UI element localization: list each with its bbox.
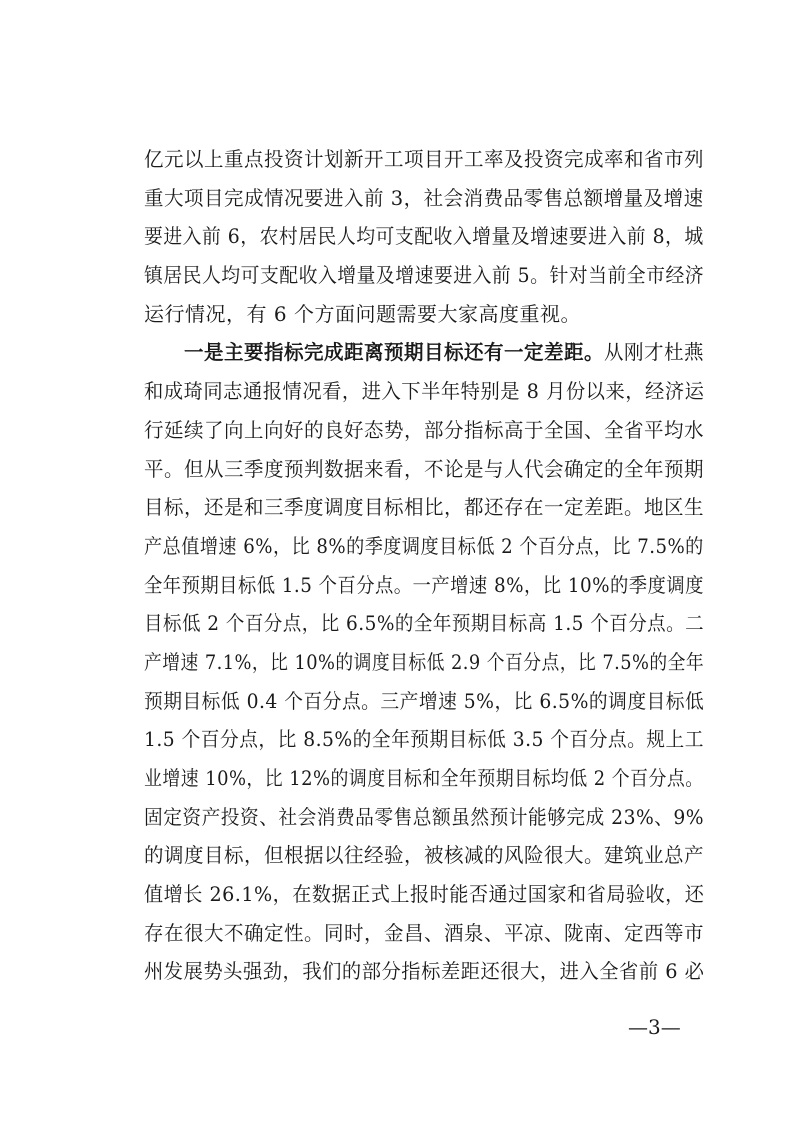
text-line bbox=[144, 952, 705, 991]
text-line bbox=[144, 604, 705, 643]
line-text: 目标低 2 个百分点，比 6.5%的全年预期目标高 1.5 个百分点。二 bbox=[144, 611, 705, 636]
line-text: 产总值增速 6%，比 8%的季度调度目标低 2 个百分点，比 7.5%的 bbox=[144, 533, 704, 558]
line-text: 业增速 10%，比 12%的调度目标和全年预期目标均低 2 个百分点。 bbox=[144, 766, 704, 790]
text-line bbox=[144, 140, 704, 179]
text-line bbox=[144, 411, 704, 450]
line-text: 行延续了向上向好的良好态势，部分指标高于全国、全省平均水 bbox=[144, 417, 704, 442]
line-text: 存在很大不确定性。同时，金昌、酒泉、平凉、陇南、定西等市 bbox=[144, 920, 704, 945]
line-text: 重大项目完成情况要进入前 3，社会消费品零售总额增量及增速 bbox=[144, 185, 704, 210]
text-line bbox=[144, 372, 705, 411]
text-line bbox=[144, 875, 705, 914]
text-line bbox=[144, 566, 704, 605]
line-text: 镇居民人均可支配收入增量及增速要进入前 5。针对当前全市经济 bbox=[144, 263, 705, 288]
line-text: 运行情况，有 6 个方面问题需要大家高度重视。 bbox=[144, 301, 581, 326]
line-text: 平。但从三季度预判数据来看，不论是与人代会确定的全年预期 bbox=[144, 456, 704, 481]
line-text: 1.5 个百分点，比 8.5%的全年预期目标低 3.5 个百分点。规上工 bbox=[144, 727, 704, 752]
line-text: 值增长 26.1%，在数据正式上报时能否通过国家和省局验收，还 bbox=[144, 882, 705, 907]
text-line bbox=[144, 720, 704, 759]
text-line bbox=[144, 798, 705, 837]
paragraph-heading: 一是主要指标完成距离预期目标还有一定差距。 bbox=[183, 340, 604, 365]
text-line bbox=[144, 836, 704, 875]
line-text: 的调度目标，但根据以往经验，被核减的风险很大。建筑业总产 bbox=[144, 843, 704, 868]
body-text bbox=[144, 140, 704, 991]
line-text: 从刚才杜燕 bbox=[603, 340, 704, 365]
line-text: 全年预期目标低 1.5 个百分点。一产增速 8%，比 10%的季度调度 bbox=[144, 572, 704, 597]
text-line bbox=[144, 488, 704, 527]
line-text: 固定资产投资、社会消费品零售总额虽然预计能够完成 23%、9% bbox=[144, 804, 705, 829]
text-line bbox=[144, 333, 704, 372]
text-line bbox=[144, 527, 704, 566]
line-text: 产增速 7.1%，比 10%的调度目标低 2.9 个百分点，比 7.5%的全年 bbox=[144, 649, 705, 674]
page-number: —3— bbox=[628, 1015, 681, 1039]
text-line bbox=[144, 256, 705, 295]
text-line bbox=[144, 759, 704, 798]
text-line bbox=[144, 914, 704, 953]
line-text: 和成琦同志通报情况看，进入下半年特别是 8 月份以来，经济运 bbox=[144, 379, 705, 404]
text-line bbox=[144, 217, 704, 256]
text-line bbox=[144, 643, 705, 682]
text-line bbox=[144, 179, 704, 218]
text-line bbox=[144, 682, 705, 721]
line-text: 要进入前 6，农村居民人均可支配收入增量及增速要进入前 8，城 bbox=[144, 224, 704, 249]
line-text: 亿元以上重点投资计划新开工项目开工率及投资完成率和省市列 bbox=[144, 147, 704, 171]
paragraph-indent bbox=[144, 340, 184, 364]
line-text: 预期目标低 0.4 个百分点。三产增速 5%，比 6.5%的调度目标低 bbox=[144, 688, 705, 713]
line-text: 州发展势头强劲，我们的部分指标差距还很大，进入全省前 6 必 bbox=[144, 959, 705, 984]
text-line bbox=[144, 450, 704, 489]
line-text: 目标，还是和三季度调度目标相比，都还存在一定差距。地区生 bbox=[144, 495, 704, 520]
text-line bbox=[144, 295, 704, 334]
